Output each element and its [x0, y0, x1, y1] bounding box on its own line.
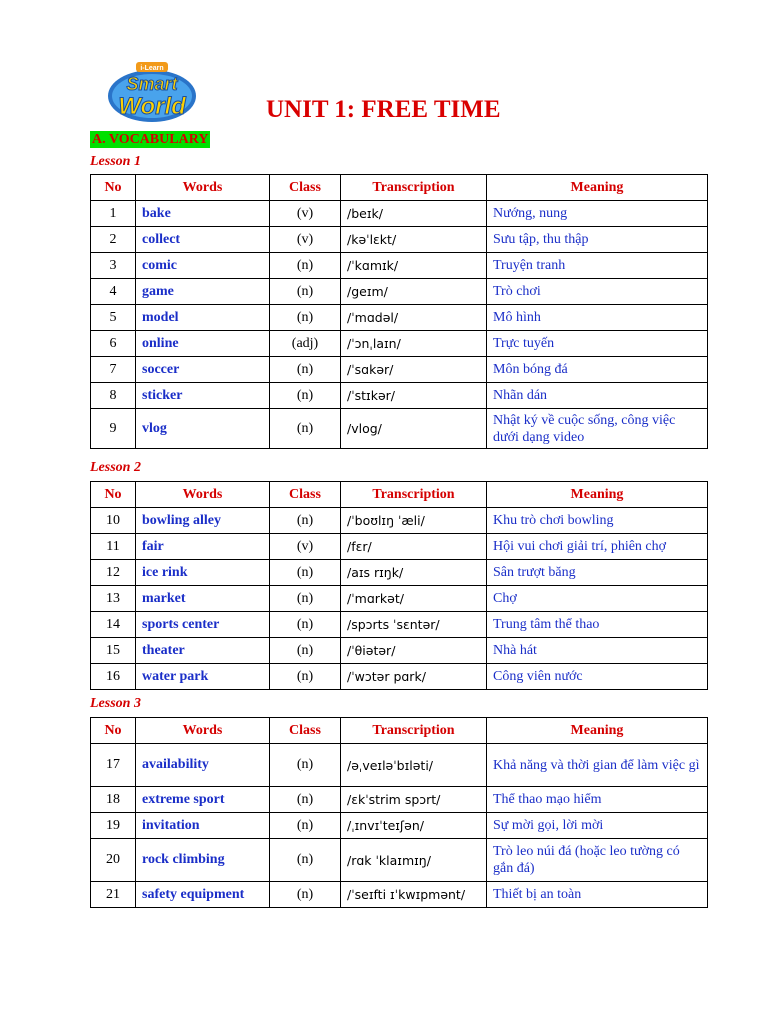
table-row [91, 227, 708, 253]
cell-meaning: Môn bóng đá [487, 357, 708, 383]
cell-transcription: /əˌveɪləˈbɪləti/ [341, 744, 487, 787]
cell-meaning: Nhà hát [487, 638, 708, 664]
cell-word: comic [136, 253, 270, 279]
table-row [91, 357, 708, 383]
cell-meaning: Công viên nước [487, 664, 708, 690]
cell-transcription: /ˈboʊlɪŋ ˈæli/ [341, 508, 487, 534]
header-words: Words [136, 175, 270, 201]
cell-no: 10 [91, 508, 136, 534]
header-class: Class [270, 482, 341, 508]
header-no: No [91, 175, 136, 201]
cell-transcription: /ˌɪnvɪˈteɪʃən/ [341, 813, 487, 839]
cell-transcription: /ˈseɪfti ɪˈkwɪpmənt/ [341, 882, 487, 908]
cell-no: 11 [91, 534, 136, 560]
cell-meaning: Nướng, nung [487, 201, 708, 227]
cell-no: 14 [91, 612, 136, 638]
cell-class: (n) [270, 560, 341, 586]
cell-class: (n) [270, 508, 341, 534]
cell-no: 18 [91, 787, 136, 813]
cell-meaning: Khu trò chơi bowling [487, 508, 708, 534]
table-header-row [91, 718, 708, 744]
table-row [91, 787, 708, 813]
header-meaning: Meaning [487, 718, 708, 744]
header-transcription: Transcription [341, 175, 487, 201]
logo-badge-text: i-Learn [140, 65, 164, 72]
cell-class: (v) [270, 201, 341, 227]
cell-word: water park [136, 664, 270, 690]
cell-class: (v) [270, 227, 341, 253]
cell-no: 21 [91, 882, 136, 908]
cell-no: 6 [91, 331, 136, 357]
cell-class: (n) [270, 586, 341, 612]
cell-transcription: /ˈwɔtər pɑrk/ [341, 664, 487, 690]
cell-meaning: Chợ [487, 586, 708, 612]
table-row [91, 409, 708, 449]
cell-word: collect [136, 227, 270, 253]
cell-class: (n) [270, 638, 341, 664]
cell-transcription: /kəˈlɛkt/ [341, 227, 487, 253]
table-row [91, 882, 708, 908]
cell-no: 4 [91, 279, 136, 305]
table-row [91, 664, 708, 690]
cell-transcription: /beɪk/ [341, 201, 487, 227]
cell-class: (n) [270, 409, 341, 449]
cell-meaning: Trực tuyến [487, 331, 708, 357]
cell-word: invitation [136, 813, 270, 839]
table-header-row [91, 482, 708, 508]
cell-word: fair [136, 534, 270, 560]
cell-word: online [136, 331, 270, 357]
cell-class: (adj) [270, 331, 341, 357]
smart-world-logo [106, 62, 198, 124]
cell-transcription: /ˈɔnˌlaɪn/ [341, 331, 487, 357]
cell-word: soccer [136, 357, 270, 383]
cell-class: (n) [270, 744, 341, 787]
cell-no: 7 [91, 357, 136, 383]
table-row [91, 560, 708, 586]
lesson-label: Lesson 2 [90, 460, 141, 475]
cell-meaning: Truyện tranh [487, 253, 708, 279]
cell-transcription: /fɛr/ [341, 534, 487, 560]
cell-class: (n) [270, 279, 341, 305]
cell-word: sports center [136, 612, 270, 638]
table-row [91, 508, 708, 534]
cell-transcription: /ˈkɑmɪk/ [341, 253, 487, 279]
cell-transcription: /ɛkˈstrim spɔrt/ [341, 787, 487, 813]
table-header-row [91, 175, 708, 201]
cell-word: bake [136, 201, 270, 227]
cell-transcription: /ˈmɑdəl/ [341, 305, 487, 331]
cell-meaning: Nhãn dán [487, 383, 708, 409]
cell-no: 19 [91, 813, 136, 839]
table-row [91, 253, 708, 279]
cell-word: availability [136, 744, 270, 787]
cell-word: extreme sport [136, 787, 270, 813]
table-row [91, 279, 708, 305]
cell-word: market [136, 586, 270, 612]
cell-class: (n) [270, 664, 341, 690]
header-class: Class [270, 175, 341, 201]
header-class: Class [270, 718, 341, 744]
cell-no: 9 [91, 409, 136, 449]
table-row [91, 586, 708, 612]
logo-line2: World [118, 93, 186, 120]
cell-transcription: /rɑk ˈklaɪmɪŋ/ [341, 839, 487, 882]
cell-transcription: /ˈθiətər/ [341, 638, 487, 664]
table-row [91, 331, 708, 357]
cell-no: 8 [91, 383, 136, 409]
cell-word: bowling alley [136, 508, 270, 534]
cell-word: theater [136, 638, 270, 664]
table-row [91, 638, 708, 664]
cell-meaning: Thiết bị an toàn [487, 882, 708, 908]
cell-meaning: Trung tâm thể thao [487, 612, 708, 638]
cell-meaning: Thể thao mạo hiểm [487, 787, 708, 813]
cell-class: (n) [270, 357, 341, 383]
cell-class: (n) [270, 383, 341, 409]
cell-class: (n) [270, 612, 341, 638]
cell-meaning: Sân trượt băng [487, 560, 708, 586]
header-transcription: Transcription [341, 718, 487, 744]
header-words: Words [136, 482, 270, 508]
cell-transcription: /aɪs rɪŋk/ [341, 560, 487, 586]
cell-word: rock climbing [136, 839, 270, 882]
cell-no: 5 [91, 305, 136, 331]
cell-word: game [136, 279, 270, 305]
cell-word: model [136, 305, 270, 331]
header-meaning: Meaning [487, 482, 708, 508]
cell-no: 12 [91, 560, 136, 586]
cell-word: safety equipment [136, 882, 270, 908]
vocabulary-table [90, 717, 708, 908]
table-row [91, 534, 708, 560]
table-row [91, 612, 708, 638]
cell-meaning: Sưu tập, thu thập [487, 227, 708, 253]
cell-word: vlog [136, 409, 270, 449]
cell-class: (v) [270, 534, 341, 560]
cell-class: (n) [270, 253, 341, 279]
cell-no: 2 [91, 227, 136, 253]
logo-line1: Smart [126, 74, 178, 94]
header-words: Words [136, 718, 270, 744]
section-heading: A. VOCABULARY [92, 132, 209, 147]
table-row [91, 839, 708, 882]
cell-class: (n) [270, 882, 341, 908]
cell-no: 20 [91, 839, 136, 882]
cell-class: (n) [270, 813, 341, 839]
cell-word: sticker [136, 383, 270, 409]
lesson-label: Lesson 3 [90, 696, 141, 711]
cell-transcription: /geɪm/ [341, 279, 487, 305]
cell-no: 1 [91, 201, 136, 227]
cell-word: ice rink [136, 560, 270, 586]
cell-meaning: Trò leo núi đá (hoặc leo tường có gắn đá) [487, 839, 708, 882]
cell-transcription: /vlog/ [341, 409, 487, 449]
cell-meaning: Hội vui chơi giải trí, phiên chợ [487, 534, 708, 560]
cell-no: 15 [91, 638, 136, 664]
cell-no: 17 [91, 744, 136, 787]
table-row [91, 383, 708, 409]
cell-meaning: Trò chơi [487, 279, 708, 305]
cell-no: 16 [91, 664, 136, 690]
cell-no: 13 [91, 586, 136, 612]
header-no: No [91, 718, 136, 744]
cell-meaning: Khả năng và thời gian để làm việc gì [487, 744, 708, 787]
cell-transcription: /spɔrts ˈsɛntər/ [341, 612, 487, 638]
cell-class: (n) [270, 787, 341, 813]
header-meaning: Meaning [487, 175, 708, 201]
cell-meaning: Nhật ký về cuộc sống, công việc dưới dạng video [487, 409, 708, 449]
vocabulary-table [90, 174, 708, 449]
cell-class: (n) [270, 839, 341, 882]
lesson-label: Lesson 1 [90, 154, 141, 169]
table-row [91, 744, 708, 787]
cell-transcription: /ˈmɑrkət/ [341, 586, 487, 612]
cell-class: (n) [270, 305, 341, 331]
table-row [91, 305, 708, 331]
cell-transcription: /ˈsɑkər/ [341, 357, 487, 383]
cell-meaning: Mô hình [487, 305, 708, 331]
page-title: UNIT 1: FREE TIME [266, 96, 501, 123]
header-transcription: Transcription [341, 482, 487, 508]
table-row [91, 813, 708, 839]
header-no: No [91, 482, 136, 508]
table-row [91, 201, 708, 227]
vocabulary-table [90, 481, 708, 690]
cell-transcription: /ˈstɪkər/ [341, 383, 487, 409]
cell-meaning: Sự mời gọi, lời mời [487, 813, 708, 839]
cell-no: 3 [91, 253, 136, 279]
